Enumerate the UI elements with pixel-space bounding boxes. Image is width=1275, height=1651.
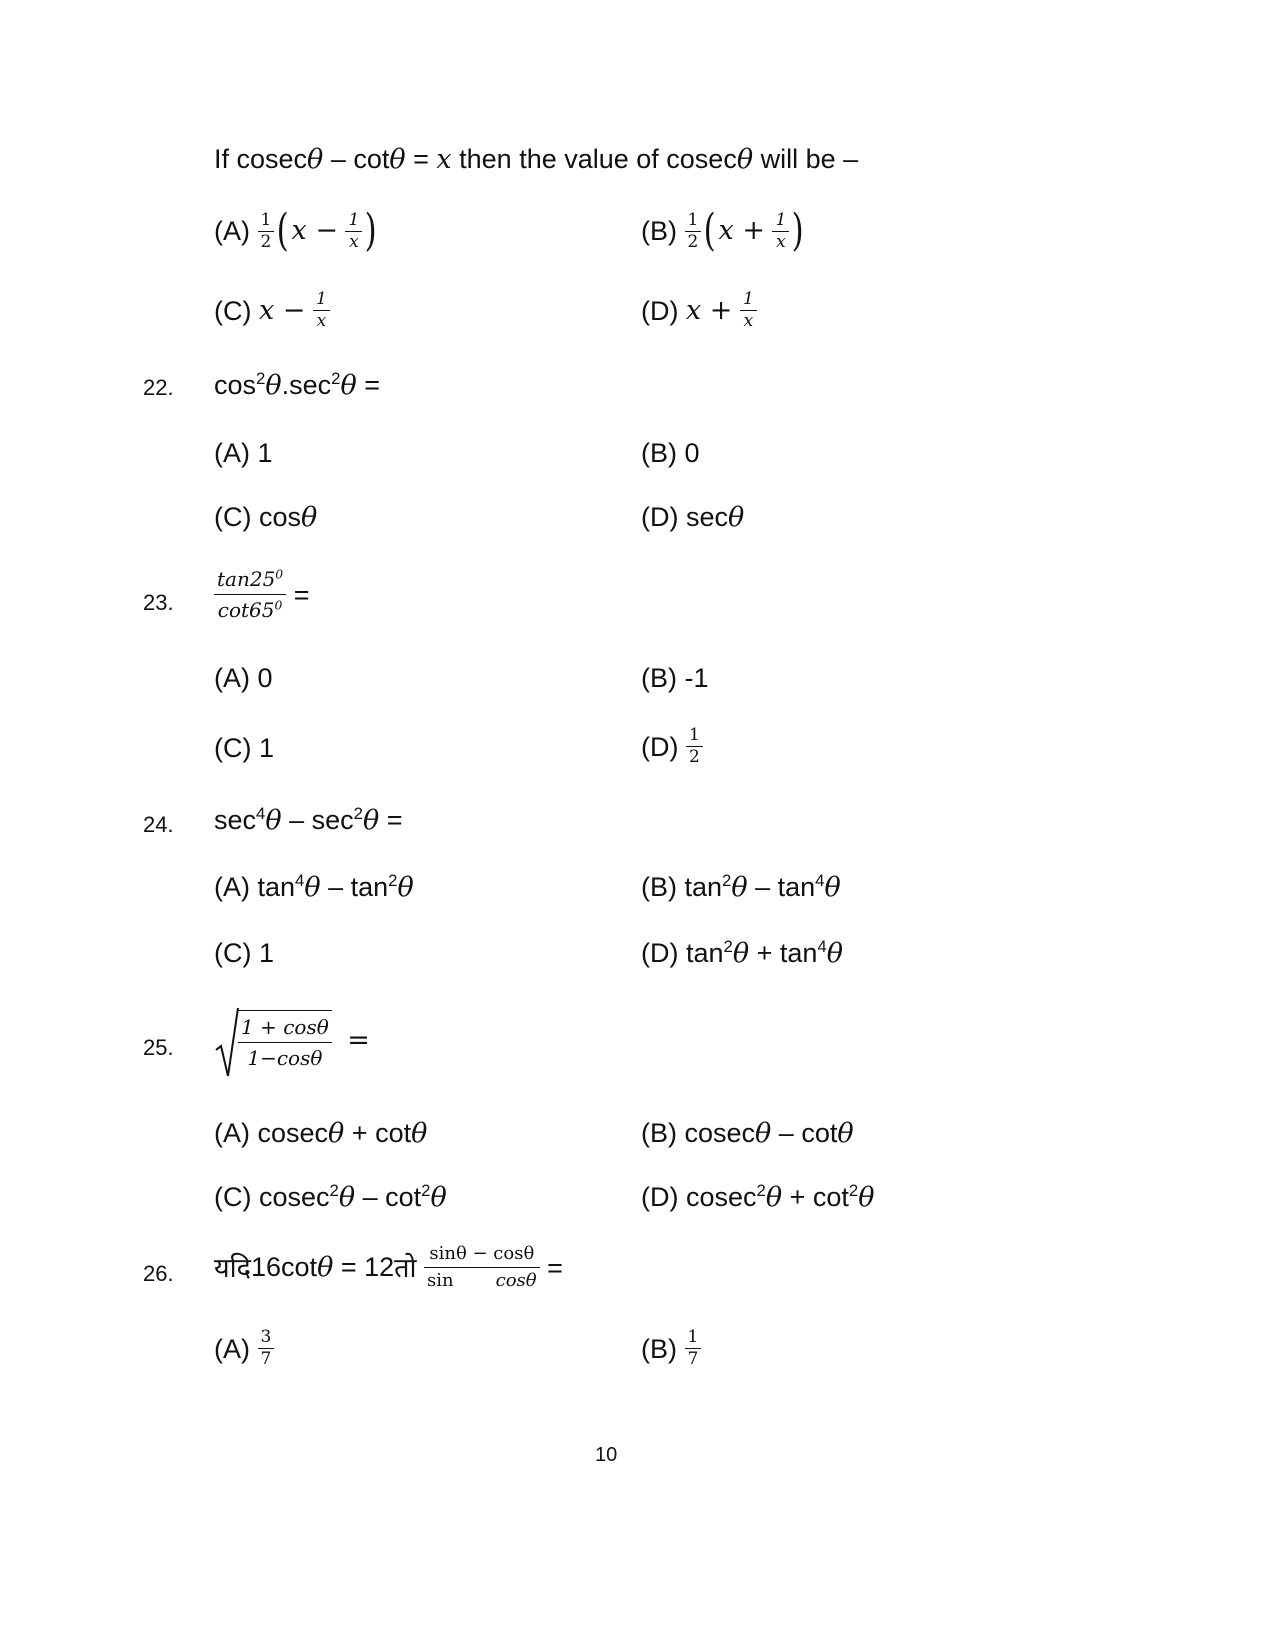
degree: 0	[274, 597, 283, 613]
denominator: 2	[260, 231, 272, 252]
text: sec	[214, 805, 257, 835]
exponent: 4	[256, 803, 266, 823]
numerator: 1	[740, 290, 757, 311]
q22-option-a: (A) 1	[214, 438, 273, 468]
expression: x −	[291, 215, 338, 246]
exponent: 4	[295, 870, 305, 890]
fraction	[258, 1328, 275, 1369]
numerator: sinθ − cosθ	[424, 1242, 540, 1268]
q26-option-a	[214, 1328, 274, 1369]
text: – cot	[355, 1182, 422, 1212]
q21-stem	[214, 143, 858, 176]
theta-symbol: θ	[736, 144, 754, 175]
question-number: 24.	[143, 812, 174, 837]
numerator: 1	[686, 726, 703, 747]
text: (A) tan	[214, 872, 296, 902]
numerator: 1	[313, 290, 330, 311]
x-symbol: x	[436, 144, 452, 175]
numerator: 1	[345, 211, 362, 232]
theta-symbol: θ	[824, 872, 841, 903]
q23-option-b: (B) -1	[641, 663, 709, 693]
exponent: 2	[329, 1180, 339, 1200]
left-paren: (	[703, 205, 716, 256]
q23-stem	[214, 565, 309, 624]
text: (D) cosec	[641, 1182, 757, 1212]
q25-stem	[214, 1010, 370, 1072]
q25-option-c	[214, 1181, 447, 1214]
exponent: 2	[256, 368, 266, 388]
theta-symbol: θ	[389, 144, 406, 175]
numerator	[214, 565, 286, 595]
text: .sec	[281, 370, 332, 400]
exponent: 2	[848, 1180, 859, 1200]
theta-symbol: θ	[265, 370, 282, 401]
text: – tan	[320, 872, 389, 902]
q26-stem	[214, 1242, 563, 1293]
right-paren: )	[364, 205, 377, 256]
q22-option-d	[641, 501, 744, 534]
denominator: 2	[689, 747, 700, 767]
hindi-word-to: तो	[394, 1252, 417, 1283]
q23-option-c: (C) 1	[214, 733, 274, 763]
denominator: 7	[687, 1349, 699, 1369]
denominator: x	[743, 311, 754, 331]
numerator: 1	[685, 1328, 702, 1349]
text: (B) tan	[641, 872, 723, 902]
theta-symbol: θ	[728, 502, 745, 533]
q24-stem	[214, 804, 403, 837]
text: (B) cosec	[641, 1118, 756, 1148]
theta-symbol: θ	[731, 872, 748, 903]
option-label: (B)	[641, 216, 677, 246]
theta-symbol: θ	[837, 1118, 854, 1149]
q24-option-d	[641, 937, 843, 970]
theta-symbol: θ	[304, 872, 321, 903]
theta-symbol: θ	[755, 1118, 772, 1149]
question-number: 26.	[143, 1261, 174, 1286]
exponent: 2	[353, 803, 363, 823]
theta-symbol: θ	[732, 938, 750, 969]
expression: x −	[259, 294, 306, 326]
exponent: 4	[817, 936, 827, 956]
fraction	[238, 1010, 332, 1072]
numerator: 1	[685, 211, 702, 232]
theta-symbol: θ	[301, 502, 318, 533]
radical-sign-icon	[214, 1006, 240, 1080]
text: (D) sec	[641, 502, 728, 532]
fraction	[685, 1328, 702, 1369]
q26-option-b	[641, 1328, 701, 1369]
q24-option-c: (C) 1	[214, 938, 274, 968]
fraction	[424, 1242, 540, 1293]
question-number: 22.	[143, 375, 174, 400]
q21-option-d	[641, 290, 757, 331]
expression: x +	[686, 294, 733, 326]
fraction	[258, 211, 275, 252]
question-number: 23.	[143, 590, 174, 615]
equals-sign: =	[547, 1252, 563, 1283]
q21-stem-text: will be –	[753, 144, 859, 174]
text: + cot	[782, 1182, 849, 1212]
option-label: (C)	[214, 295, 252, 326]
exponent: 2	[756, 1180, 766, 1200]
exponent: 2	[723, 936, 733, 956]
denominator: x	[776, 231, 786, 252]
text: sin	[427, 1270, 454, 1291]
q22-stem	[214, 369, 380, 402]
expression: x +	[718, 215, 765, 246]
exponent: 2	[388, 870, 398, 890]
text: tan25	[217, 567, 276, 591]
q25-option-b	[641, 1117, 854, 1150]
q21-stem-text: – cot	[323, 144, 390, 174]
fraction	[686, 726, 703, 767]
q24-option-b	[641, 871, 841, 904]
fraction	[313, 290, 330, 331]
text: cosθ	[495, 1270, 537, 1291]
q22-option-b: (B) 0	[641, 438, 700, 468]
theta-symbol: θ	[430, 1182, 447, 1213]
theta-symbol: θ	[338, 1182, 356, 1213]
denominator: x	[349, 231, 359, 252]
text: + cot	[344, 1118, 412, 1148]
fraction	[685, 211, 702, 252]
denominator: 1−cosθ	[247, 1046, 323, 1070]
q24-option-a	[214, 871, 414, 904]
right-paren: )	[791, 205, 804, 256]
exponent: 2	[421, 1180, 431, 1200]
text: cos	[214, 370, 257, 400]
q22-option-c	[214, 501, 317, 534]
left-paren: (	[276, 205, 289, 256]
q21-option-b	[641, 205, 806, 256]
question-number: 25.	[143, 1035, 174, 1060]
q23-option-a: (A) 0	[214, 663, 273, 693]
square-root	[214, 1010, 332, 1072]
exponent: 2	[722, 870, 732, 890]
fraction	[345, 211, 362, 252]
numerator: 1	[258, 211, 275, 232]
exponent: 2	[331, 368, 341, 388]
option-label: (A)	[214, 1333, 250, 1364]
theta-symbol: θ	[265, 805, 282, 836]
fraction	[772, 211, 789, 252]
q25-option-a	[214, 1117, 427, 1150]
text: (D) tan	[641, 938, 724, 968]
q21-stem-text: If cosec	[214, 144, 308, 174]
denominator: 7	[260, 1349, 272, 1369]
text: (C) cosec	[214, 1182, 330, 1212]
theta-symbol: θ	[411, 1118, 428, 1149]
equals-sign: =	[293, 579, 310, 610]
q23-option-d	[641, 726, 703, 767]
theta-symbol: θ	[328, 1118, 345, 1149]
option-label: (D)	[641, 295, 679, 326]
text: =	[356, 370, 380, 400]
degree: 0	[275, 566, 284, 582]
numerator: 3	[258, 1328, 275, 1349]
equals-sign: =	[347, 1025, 370, 1056]
numerator: 1 + cosθ	[238, 1013, 332, 1043]
denominator: 2	[687, 231, 699, 252]
text: = 12	[333, 1252, 395, 1282]
q21-option-c	[214, 290, 330, 331]
q21-option-a	[214, 205, 379, 256]
numerator: 1	[772, 211, 789, 232]
theta-symbol: θ	[307, 144, 324, 175]
text: =	[379, 805, 403, 835]
exponent: 4	[815, 870, 825, 890]
text: – tan	[747, 872, 816, 902]
q25-option-d	[641, 1181, 874, 1214]
text: (C) cos	[214, 502, 301, 532]
option-label: (B)	[641, 1333, 677, 1364]
text: 16cot	[251, 1252, 318, 1282]
text: – cot	[771, 1118, 838, 1148]
denominator: x	[316, 311, 327, 331]
text: – sec	[281, 805, 354, 835]
theta-symbol: θ	[826, 938, 843, 969]
text: + tan	[749, 938, 818, 968]
page-number: 10	[595, 1444, 618, 1466]
fraction	[740, 290, 757, 331]
q21-stem-text: then the value of cosec	[451, 144, 737, 174]
option-label: (A)	[214, 216, 250, 246]
denominator	[424, 1268, 540, 1293]
theta-symbol: θ	[765, 1182, 783, 1213]
theta-symbol: θ	[340, 370, 357, 401]
denominator	[214, 595, 286, 624]
theta-symbol: θ	[362, 805, 380, 836]
text: cot65	[217, 598, 275, 622]
hindi-word-yadi: यदि	[214, 1252, 251, 1283]
text: (A) cosec	[214, 1118, 329, 1148]
theta-symbol: θ	[397, 872, 414, 903]
option-label: (D)	[641, 731, 679, 762]
q21-stem-text: =	[405, 144, 437, 174]
fraction	[214, 565, 286, 624]
theta-symbol: θ	[317, 1252, 334, 1283]
theta-symbol: θ	[858, 1182, 875, 1213]
